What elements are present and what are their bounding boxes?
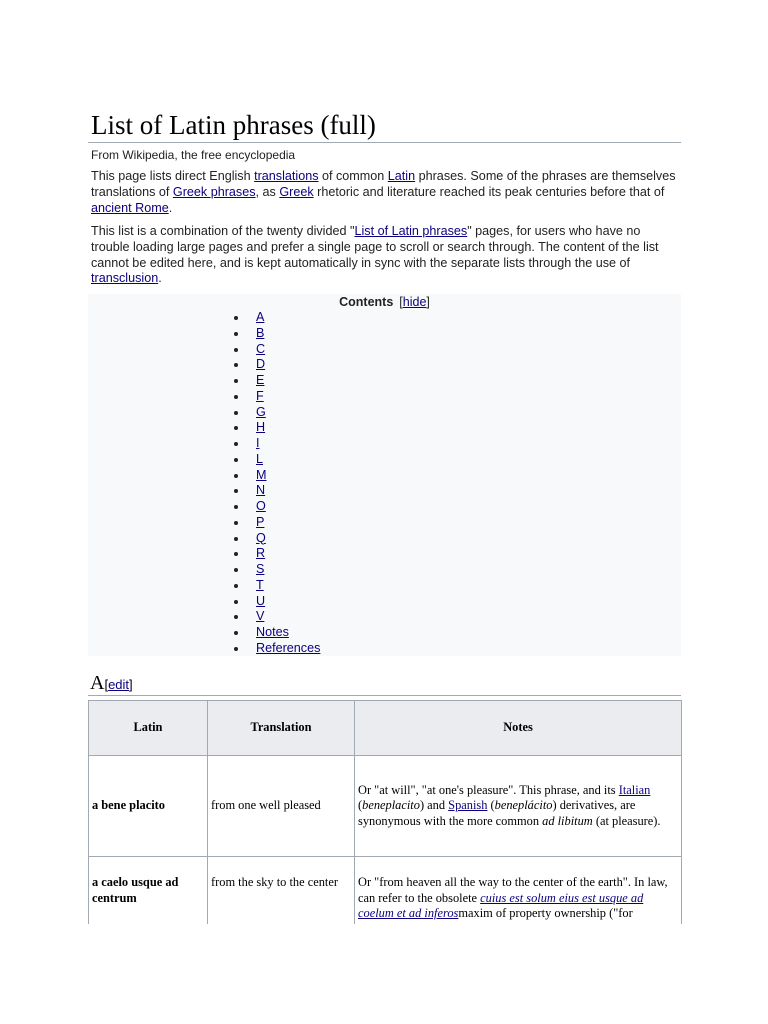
bullet-icon [234,348,238,352]
notes-italic: ad libitum [542,813,593,828]
bullet-icon [234,474,238,478]
site-tagline: From Wikipedia, the free encyclopedia [91,148,296,162]
intro-text: rhetoric and literature reached its peak centuries before that of [313,184,665,199]
notes-italic: beneplácito [494,798,553,813]
table-row [89,756,682,857]
notes-text: Or "at will", "at one's pleasure". This phrase, and its [358,782,619,797]
bullet-icon [234,584,238,588]
toc-item [256,483,320,499]
intro-text: . [168,200,173,215]
link-translations[interactable]: translations [254,169,319,183]
toc-item [256,420,320,436]
toc-list [256,310,320,657]
page-bottom-blank [0,924,768,1024]
toc-link-v[interactable]: V [256,609,265,624]
toc-link-q[interactable]: Q [256,530,266,545]
toc-item [256,531,320,547]
page-title: List of Latin phrases (full) [91,110,376,140]
toc-link-references[interactable]: References [256,640,321,655]
bullet-icon [234,647,238,651]
bullet-icon [234,489,238,493]
toc-item [256,310,320,326]
cell-translation: from the sky to the center [208,857,355,942]
intro-text: , as [255,184,280,199]
link-greek-phrases[interactable]: Greek phrases [172,184,256,199]
toc-item [256,562,320,578]
toc-link-l[interactable]: L [256,451,264,466]
toc-link-m[interactable]: M [256,467,267,482]
toc-item [256,641,320,657]
bullet-icon [234,363,238,367]
bullet-icon [234,631,238,635]
table-of-contents [88,294,681,656]
section-heading-text: A [90,672,105,694]
cell-latin: a caelo usque ad centrum [89,857,208,942]
toc-item [256,499,320,515]
toc-link-a[interactable]: A [256,310,265,324]
combo-text: This list is a combination of the twenty divided " [91,224,355,238]
section-edit-link[interactable]: edit [108,677,130,692]
toc-item [256,405,320,421]
toc-link-f[interactable]: F [256,388,264,403]
toc-item [256,326,320,342]
cell-notes [355,756,682,857]
toc-link-d[interactable]: D [256,357,266,372]
bullet-icon [234,615,238,619]
bullet-icon [234,537,238,541]
column-header-translation[interactable]: Translation [208,701,355,756]
column-header-latin[interactable]: Latin [89,701,208,756]
notes-text: maxim of property ownership ("for [458,906,633,920]
bullet-icon [234,395,238,399]
notes-text: ) and [419,798,449,813]
notes-text: (at pleasure). [592,813,661,828]
toc-item [256,452,320,468]
bracket: [ [399,295,403,309]
link-ancient-rome[interactable]: ancient Rome [91,200,169,215]
bullet-icon [234,552,238,556]
link-greek[interactable]: Greek [279,184,314,199]
bullet-icon [234,442,238,446]
toc-link-e[interactable]: E [256,373,265,387]
combo-text: " pages, for users who have no trouble loading large pages and prefer a single page to scroll or search through. The content of the list cannot be edited here, and is kept automatically in sync with the separate lists through the use of [91,224,659,270]
cell-latin: a bene placito [89,756,208,857]
notes-text: ( [358,798,363,813]
bullet-icon [234,458,238,462]
intro-text: phrases. Some of the phrases are themselves translations of [91,169,676,199]
intro-paragraph [91,169,679,216]
section-heading-a [90,672,133,695]
bullet-icon [234,332,238,336]
bullet-icon [234,411,238,415]
toc-header [88,294,681,310]
toc-link-h[interactable]: H [256,420,266,435]
toc-item [256,389,320,405]
toc-item [256,373,320,389]
link-latin[interactable]: Latin [387,169,416,183]
notes-text: ( [487,798,495,813]
section-edit [104,677,132,692]
toc-item [256,468,320,484]
column-header-notes[interactable]: Notes [355,701,682,756]
toc-item [256,625,320,641]
bullet-icon [234,568,238,572]
toc-link-g[interactable]: G [256,404,266,419]
toc-item [256,342,320,358]
toc-item [256,546,320,562]
link-italian[interactable]: Italian [618,782,651,797]
toc-link-i[interactable]: I [256,436,260,450]
toc-link-t[interactable]: T [256,577,264,592]
toc-item [256,515,320,531]
toc-item [256,357,320,373]
title-divider [88,142,681,143]
bullet-icon [234,600,238,604]
intro-text: of common [318,169,388,183]
toc-hide-link[interactable]: hide [402,295,427,309]
phrases-table [88,700,682,942]
bullet-icon [234,316,238,320]
table-header-row [89,701,682,756]
intro-text: This page lists direct English [91,169,255,183]
link-spanish[interactable]: Spanish [448,798,488,813]
toc-item [256,436,320,452]
toc-link-b[interactable]: B [256,325,265,340]
toc-item [256,594,320,610]
combo-text: . [158,271,162,286]
bullet-icon [234,521,238,525]
bracket: [ [104,677,109,692]
bracket: ] [129,677,133,692]
section-divider [88,695,681,696]
toc-link-r[interactable]: R [256,546,266,561]
bullet-icon [234,505,238,509]
toc-link-s[interactable]: S [256,562,265,576]
cell-translation: from one well pleased [208,756,355,857]
link-list-of-latin-phrases[interactable]: List of Latin phrases [354,224,468,238]
bracket: ] [426,295,430,309]
link-transclusion[interactable]: transclusion [91,271,159,286]
notes-italic-link: cuius est solum eius est usque ad coelum et ad inferos [358,890,644,920]
toc-title: Contents [339,295,394,309]
toc-link-o[interactable]: O [256,499,266,513]
combination-paragraph [91,224,679,287]
toc-link-u[interactable]: U [256,593,266,608]
toc-link-p[interactable]: P [256,514,265,529]
toc-link-n[interactable]: N [256,483,266,498]
toc-link-c[interactable]: C [256,341,266,356]
toc-link-notes[interactable]: Notes [256,625,289,639]
notes-text: Or "from heaven all the way to the center of the earth". In law, can refer to the obsolete [358,875,668,905]
bullet-icon [234,426,238,430]
toc-item [256,578,320,594]
notes-italic: beneplacito [362,798,420,813]
toc-item [256,609,320,625]
bullet-icon [234,379,238,383]
notes-text: ) derivatives, are synonymous with the more common [358,798,636,828]
